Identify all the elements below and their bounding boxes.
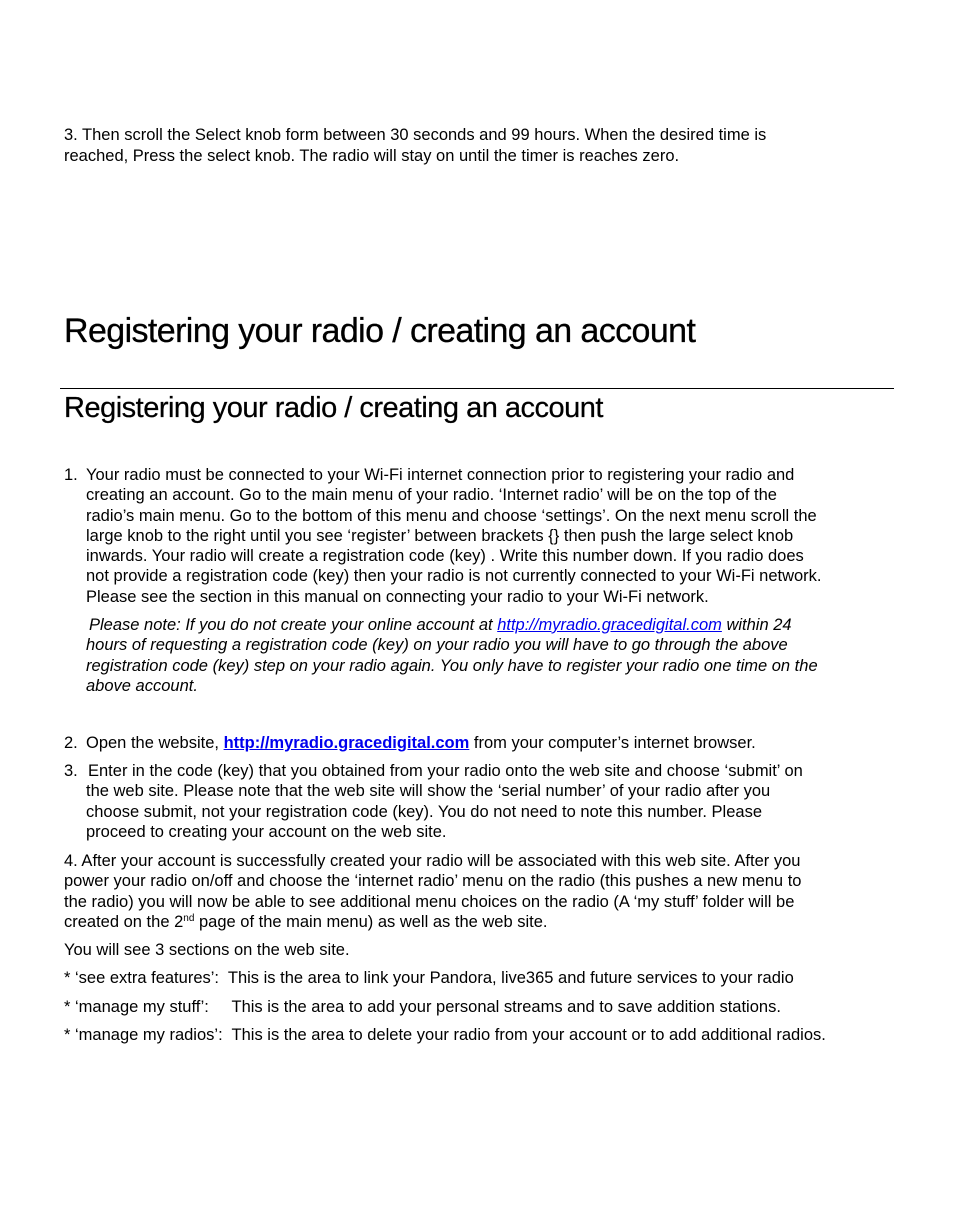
item-1-line: creating an account. Go to the main menu of your radio. ‘Internet radio’ will be on the top of the: [86, 486, 777, 505]
note-suffix: within 24: [721, 616, 792, 634]
item-2-text: [86, 733, 886, 753]
item-3-text: [86, 761, 886, 842]
item-1-text: [86, 465, 886, 607]
note-line: hours of requesting a registration code (key) on your radio you will have to go through the above: [86, 636, 788, 655]
item-1-line: radio’s main menu. Go to the bottom of this menu and choose ‘settings’. On the next menu scroll the: [86, 506, 817, 525]
website-link[interactable]: http://myradio.gracedigital.com: [223, 734, 470, 752]
item-3-line: choose submit, not your registration code (key). You do not need to note this number. Please: [86, 802, 763, 821]
section-manage-radios: * ‘manage my radios’: This is the area to delete your radio from your account or to add additional radios.: [64, 1026, 826, 1044]
item-4-line-last: [64, 912, 894, 932]
item-4-line: power your radio on/off and choose the ‘internet radio’ menu on the radio (this pushes a new menu to: [64, 872, 802, 891]
item-4-line: 4. After your account is successfully created your radio will be associated with this web site. After you: [64, 852, 801, 870]
item-1-line: not provide a registration code (key) then your radio is not currently connected to your Wi-Fi network.: [86, 567, 822, 586]
note-line: registration code (key) step on your radio again. You only have to register your radio one time on the: [86, 656, 818, 675]
sections-intro: You will see 3 sections on the web site.: [64, 941, 350, 959]
section-manage-stuff: * ‘manage my stuff’: This is the area to add your personal streams and to save addition stations.: [64, 998, 781, 1016]
item-2-prefix: Open the website,: [86, 734, 224, 752]
note-line-first: [86, 615, 886, 635]
note-prefix: Please note: If you do not create your online account at: [89, 616, 498, 634]
section-heading: Registering your radio / creating an account: [64, 312, 696, 350]
item-2-number: 2.: [64, 734, 78, 752]
section-extra-features: * ‘see extra features’: This is the area to link your Pandora, live365 and future services to your radio: [64, 969, 794, 987]
registration-note: [86, 615, 886, 696]
note-line: above account.: [86, 676, 198, 695]
item-2-suffix: from your computer’s internet browser.: [469, 734, 756, 752]
item-3-line: the web site. Please note that the web site will show the ‘serial number’ of your radio after you: [86, 782, 771, 801]
item-1-number: 1.: [64, 466, 78, 484]
item-1-line: inwards. Your radio will create a registration code (key) . Write this number down. If you radio does: [86, 547, 804, 566]
item-4-text: [64, 851, 894, 932]
item-1-line: Your radio must be connected to your Wi-Fi internet connection prior to registering your radio and: [86, 466, 795, 484]
item-3-line: Enter in the code (key) that you obtained from your radio onto the web site and choose ‘submit’ on: [88, 762, 803, 780]
note-website-link[interactable]: http://myradio.gracedigital.com: [497, 616, 722, 634]
item-3-line: proceed to creating your account on the web site.: [86, 822, 447, 841]
item-1-line: large knob to the right until you see ‘register’ between brackets {} then push the large select knob: [86, 526, 794, 545]
item-4-last-prefix: created on the 2: [64, 912, 184, 931]
timer-step-line-2: reached, Press the select knob. The radio will stay on until the timer is reaches zero.: [64, 147, 680, 165]
heading-divider: [60, 388, 894, 389]
item-1-line: Please see the section in this manual on connecting your radio to your Wi-Fi network.: [86, 587, 709, 606]
item-4-last-suffix: page of the main menu) as well as the web site.: [194, 912, 548, 931]
subsection-heading: Registering your radio / creating an account: [64, 392, 603, 424]
item-4-line: the radio) you will now be able to see additional menu choices on the radio (A ‘my stuff’ folder will be: [64, 892, 795, 911]
ordinal-suffix: nd: [183, 912, 195, 924]
item-3-number: 3.: [64, 762, 78, 780]
timer-step-line-1: 3. Then scroll the Select knob form between 30 seconds and 99 hours. When the desired time is: [64, 126, 767, 144]
